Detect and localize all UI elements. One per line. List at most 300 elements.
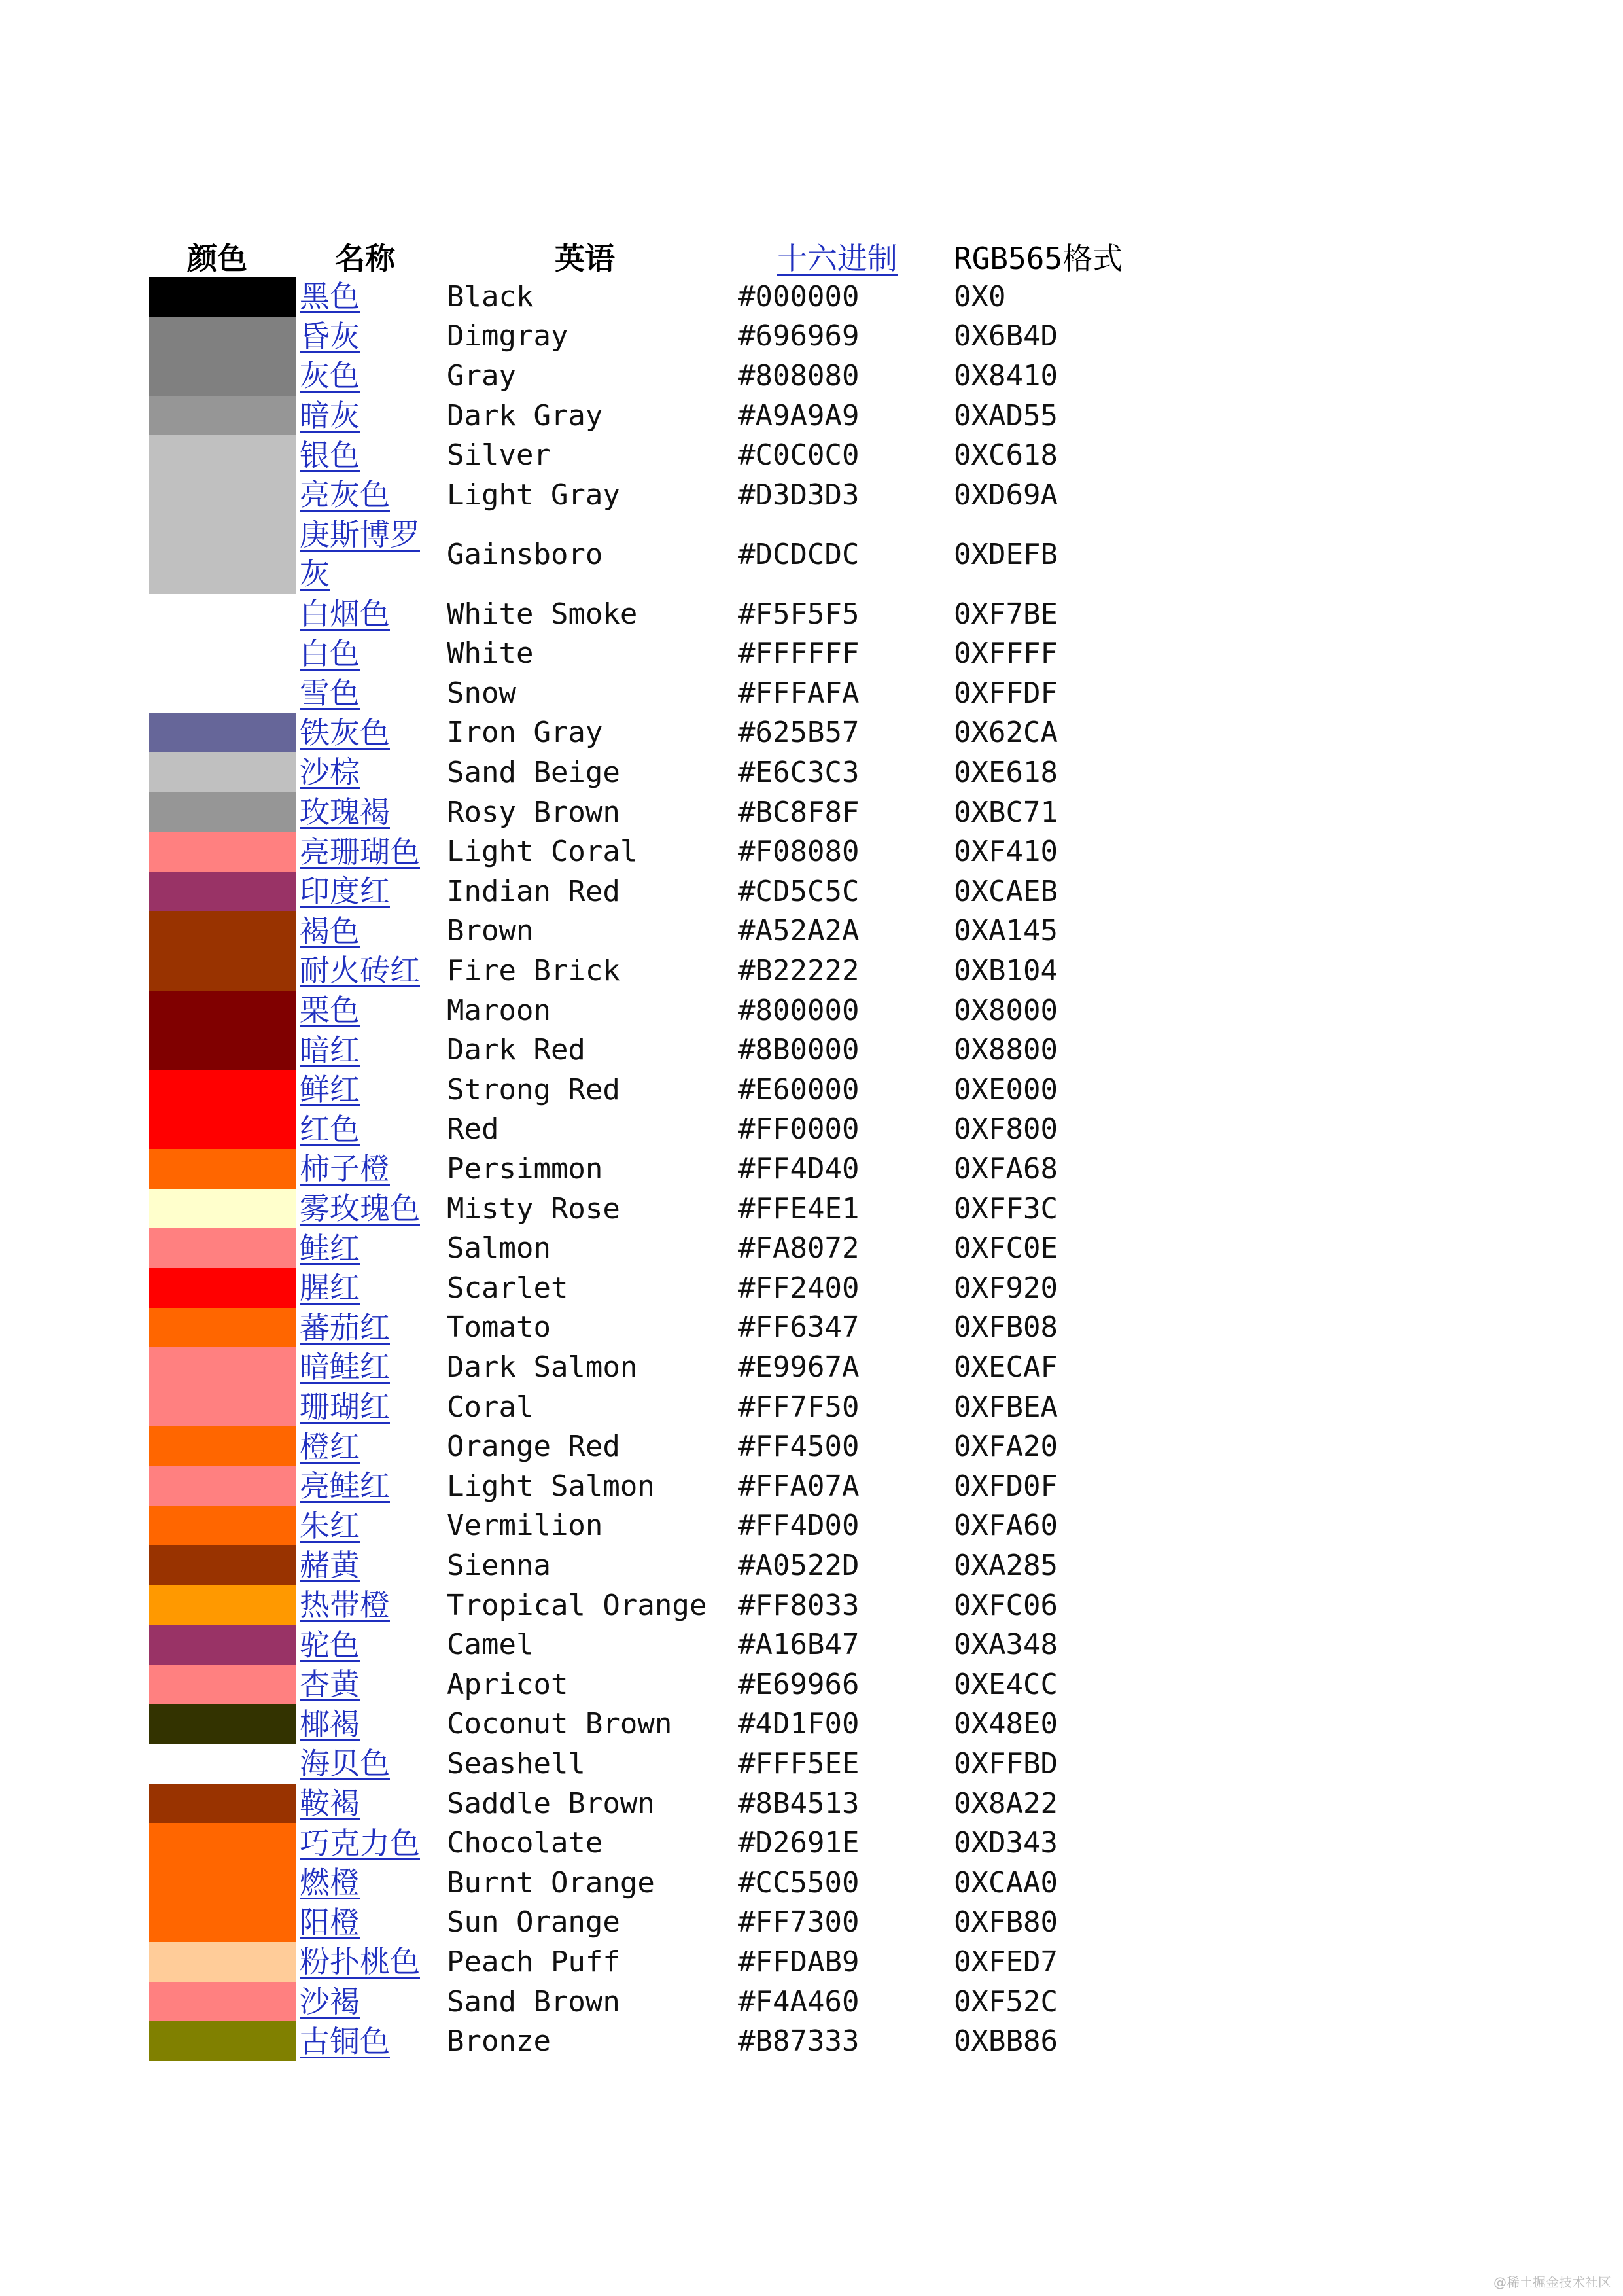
table-row — [0, 1426, 1623, 1466]
hex-code: #4D1F00 — [738, 1707, 860, 1741]
color-name-link[interactable]: 朱红 — [300, 1508, 360, 1544]
color-name-link[interactable]: 沙褐 — [300, 1984, 360, 2020]
english-name-cell — [447, 1347, 637, 1387]
table-row — [0, 1665, 1623, 1704]
color-swatch — [149, 1347, 296, 1387]
english-name-cell — [447, 1982, 620, 2022]
rgb565-code-cell — [954, 1863, 1058, 1903]
hex-code: #D2691E — [738, 1826, 860, 1860]
hex-code: #696969 — [738, 319, 860, 353]
color-name-link[interactable]: 黑色 — [300, 279, 360, 315]
table-row — [0, 1466, 1623, 1506]
table-row — [0, 317, 1623, 357]
hex-code: #FF7F50 — [738, 1390, 860, 1424]
color-name-link[interactable]: 褐色 — [300, 913, 360, 949]
color-name-link-cell[interactable] — [300, 872, 444, 911]
color-name-link-cell[interactable] — [300, 1466, 444, 1506]
color-swatch — [149, 673, 296, 713]
color-name-link-cell[interactable] — [300, 1863, 444, 1903]
hex-code: #8B4513 — [738, 1786, 860, 1820]
rgb565-code-cell — [954, 991, 1058, 1031]
color-name-link[interactable]: 阳橙 — [300, 1904, 360, 1940]
english-name: Light Coral — [447, 835, 638, 869]
english-name-cell — [447, 1823, 602, 1863]
color-name-link-cell[interactable] — [300, 792, 444, 832]
color-swatch — [149, 1387, 296, 1427]
color-swatch — [149, 832, 296, 872]
table-row — [0, 832, 1623, 872]
english-name-cell — [447, 832, 637, 872]
table-row — [0, 1149, 1623, 1189]
english-name-cell — [447, 752, 620, 792]
hex-code-cell — [738, 1387, 859, 1427]
color-name-link[interactable]: 鲜红 — [300, 1072, 360, 1108]
color-name-link-cell[interactable] — [300, 1149, 444, 1189]
color-name-link[interactable]: 海贝色 — [300, 1746, 390, 1782]
table-row — [0, 1942, 1623, 1982]
rgb565-code: 0XE000 — [954, 1072, 1058, 1106]
color-name-link-cell[interactable] — [300, 1585, 444, 1625]
table-row — [0, 951, 1623, 991]
rgb565-code: 0XFF3C — [954, 1192, 1058, 1226]
color-name-link[interactable]: 雪色 — [300, 675, 360, 711]
color-swatch — [149, 1625, 296, 1665]
table-row — [0, 1268, 1623, 1308]
color-swatch — [149, 1942, 296, 1982]
table-row — [0, 1982, 1623, 2022]
color-name-link-cell[interactable] — [300, 1030, 444, 1070]
hex-code: #FFF5EE — [738, 1746, 860, 1780]
color-name-link-cell[interactable] — [300, 1942, 444, 1982]
color-name-link-cell[interactable] — [300, 1704, 444, 1744]
english-name-cell — [447, 1030, 585, 1070]
english-name: Sun Orange — [447, 1905, 620, 1939]
english-name: Light Gray — [447, 478, 620, 512]
color-name-link-cell[interactable] — [300, 1625, 444, 1665]
rgb565-code: 0XF920 — [954, 1271, 1058, 1305]
color-swatch — [149, 1903, 296, 1943]
hex-code-cell — [738, 1744, 859, 1784]
table-row — [0, 1704, 1623, 1744]
hex-code: #A52A2A — [738, 914, 860, 948]
color-name-link[interactable]: 鲑红 — [300, 1230, 360, 1266]
hex-code-cell — [738, 792, 859, 832]
hex-code: #F4A460 — [738, 1985, 860, 2019]
color-swatch — [149, 1506, 296, 1546]
color-name-link[interactable]: 腥红 — [300, 1270, 360, 1306]
color-name-link-cell[interactable] — [300, 1308, 444, 1348]
header-hex-link[interactable]: 十六进制 — [777, 241, 898, 276]
rgb565-code: 0X8A22 — [954, 1786, 1058, 1820]
rgb565-code: 0XBC71 — [954, 795, 1058, 829]
rgb565-code-cell — [954, 1823, 1058, 1863]
table-row — [0, 1823, 1623, 1863]
rgb565-code: 0XFD0F — [954, 1469, 1058, 1503]
hex-code-cell — [738, 1110, 859, 1150]
hex-code-cell — [738, 1268, 859, 1308]
english-name-cell — [447, 1744, 585, 1784]
rgb565-code: 0XBB86 — [954, 2024, 1058, 2058]
english-name-cell — [447, 1585, 707, 1625]
color-name-link[interactable]: 沙棕 — [300, 754, 360, 790]
color-name-link[interactable]: 珊瑚红 — [300, 1389, 390, 1425]
rgb565-code: 0X8000 — [954, 993, 1058, 1027]
rgb565-code: 0XF800 — [954, 1112, 1058, 1146]
table-row — [0, 1506, 1623, 1546]
color-name-link-cell[interactable] — [300, 1784, 444, 1824]
color-name-link-cell[interactable] — [300, 633, 444, 673]
hex-code: #F5F5F5 — [738, 597, 860, 631]
rgb565-code: 0X0 — [954, 279, 1006, 313]
color-name-link[interactable]: 暗灰 — [300, 398, 360, 434]
english-name-cell — [447, 515, 602, 594]
color-name-link-cell[interactable] — [300, 1110, 444, 1150]
color-name-link[interactable]: 赭黄 — [300, 1547, 360, 1583]
hex-code-cell — [738, 1030, 859, 1070]
color-name-link[interactable]: 灰色 — [300, 358, 360, 394]
table-row — [0, 1585, 1623, 1625]
color-name-link[interactable]: 橙红 — [300, 1428, 360, 1464]
english-name-cell — [447, 1070, 620, 1110]
english-name: Black — [447, 279, 534, 313]
hex-code: #FF7300 — [738, 1905, 860, 1939]
table-row — [0, 1030, 1623, 1070]
color-name-link[interactable]: 柿子橙 — [300, 1151, 390, 1187]
color-name-link-cell[interactable] — [300, 2021, 444, 2061]
color-swatch — [149, 1823, 296, 1863]
hex-code-cell — [738, 1823, 859, 1863]
rgb565-code-cell — [954, 1347, 1058, 1387]
table-row — [0, 277, 1623, 317]
color-swatch — [149, 317, 296, 357]
rgb565-code-cell — [954, 673, 1058, 713]
color-swatch — [149, 396, 296, 436]
color-name-link-cell[interactable] — [300, 1545, 444, 1585]
english-name-cell — [447, 1228, 551, 1268]
color-name-link[interactable]: 蕃茄红 — [300, 1309, 390, 1345]
english-name: Tomato — [447, 1311, 551, 1345]
color-name-link[interactable]: 红色 — [300, 1111, 360, 1147]
english-name-cell — [447, 1704, 672, 1744]
table-row — [0, 396, 1623, 436]
color-name-link-cell[interactable] — [300, 1347, 444, 1387]
color-name-link[interactable]: 暗红 — [300, 1032, 360, 1068]
color-swatch — [149, 1784, 296, 1824]
color-name-link[interactable]: 巧克力色 — [300, 1825, 420, 1861]
color-name-link-cell[interactable] — [300, 1823, 444, 1863]
hex-code: #E6C3C3 — [738, 755, 860, 789]
rgb565-code: 0XFFBD — [954, 1746, 1058, 1780]
rgb565-code-cell — [954, 435, 1058, 475]
hex-code: #D3D3D3 — [738, 478, 860, 512]
color-swatch — [149, 1228, 296, 1268]
color-swatch — [149, 951, 296, 991]
rgb565-code-cell — [954, 1625, 1058, 1665]
hex-code: #A9A9A9 — [738, 398, 860, 433]
hex-code: #625B57 — [738, 716, 860, 750]
hex-code-cell — [738, 317, 859, 357]
color-name-link[interactable]: 印度红 — [300, 874, 390, 910]
color-swatch — [149, 1268, 296, 1308]
color-name-link-cell[interactable] — [300, 713, 444, 753]
hex-code-cell — [738, 1863, 859, 1903]
hex-code-cell — [738, 911, 859, 951]
rgb565-code: 0XCAEB — [954, 874, 1058, 908]
color-name-link[interactable]: 亮鲑红 — [300, 1468, 390, 1504]
color-swatch — [149, 1426, 296, 1466]
english-name: Snow — [447, 676, 516, 710]
color-name-link[interactable]: 驼色 — [300, 1627, 360, 1663]
english-name: Camel — [447, 1628, 534, 1662]
english-name: Brown — [447, 914, 534, 948]
color-swatch — [149, 1982, 296, 2022]
color-name-link[interactable]: 庚斯博罗灰 — [300, 517, 420, 592]
hex-code-cell — [738, 752, 859, 792]
rgb565-code-cell — [954, 1982, 1058, 2022]
hex-code-cell — [738, 356, 859, 396]
color-name-link[interactable]: 栗色 — [300, 993, 360, 1029]
hex-code-cell — [738, 396, 859, 436]
table-row — [0, 713, 1623, 753]
color-name-link-cell[interactable] — [300, 951, 444, 991]
header-color: 颜色 — [187, 241, 247, 276]
color-name-link-cell[interactable] — [300, 475, 444, 515]
color-name-link-cell[interactable] — [300, 991, 444, 1031]
color-name-link-cell[interactable] — [300, 1268, 444, 1308]
table-row — [0, 1744, 1623, 1784]
english-name: Dimgray — [447, 319, 568, 353]
hex-code-cell — [738, 1149, 859, 1189]
english-name: White Smoke — [447, 597, 638, 631]
rgb565-code-cell — [954, 1189, 1058, 1229]
rgb565-code-cell — [954, 951, 1058, 991]
hex-code: #FFFFFF — [738, 637, 860, 671]
rgb565-code: 0XFED7 — [954, 1945, 1058, 1979]
english-name: Scarlet — [447, 1271, 568, 1305]
color-swatch — [149, 1466, 296, 1506]
header-english: 英语 — [555, 241, 615, 276]
rgb565-code: 0XA145 — [954, 914, 1058, 948]
hex-code: #FF4D40 — [738, 1152, 860, 1186]
color-name-link-cell[interactable] — [300, 594, 444, 634]
color-swatch — [149, 713, 296, 753]
color-name-link[interactable]: 白烟色 — [300, 596, 390, 632]
color-swatch — [149, 1863, 296, 1903]
color-swatch — [149, 633, 296, 673]
table-row — [0, 475, 1623, 515]
english-name-cell — [447, 1863, 655, 1903]
color-name-link-cell[interactable] — [300, 1070, 444, 1110]
color-name-link-cell[interactable] — [300, 832, 444, 872]
hex-code-cell — [738, 1903, 859, 1943]
english-name: Seashell — [447, 1746, 585, 1780]
rgb565-code-cell — [954, 515, 1058, 594]
rgb565-code: 0XE618 — [954, 755, 1058, 789]
color-name-link-cell[interactable] — [300, 435, 444, 475]
english-name: Light Salmon — [447, 1469, 655, 1503]
rgb565-code: 0XAD55 — [954, 398, 1058, 433]
rgb565-code-cell — [954, 1585, 1058, 1625]
color-name-link[interactable]: 白色 — [300, 635, 360, 671]
color-name-link-cell[interactable] — [300, 1506, 444, 1546]
color-name-link-cell[interactable] — [300, 1228, 444, 1268]
rgb565-code-cell — [954, 277, 1005, 317]
table-row — [0, 1189, 1623, 1229]
color-name-link[interactable]: 雾玫瑰色 — [300, 1191, 420, 1227]
rgb565-code-cell — [954, 475, 1058, 515]
hex-code-cell — [738, 1466, 859, 1506]
color-name-link-cell[interactable] — [300, 911, 444, 951]
english-name-cell — [447, 713, 602, 753]
rgb565-code-cell — [954, 1506, 1058, 1546]
english-name: Orange Red — [447, 1430, 620, 1464]
rgb565-code-cell — [954, 1228, 1058, 1268]
color-name-link-cell[interactable] — [300, 1744, 444, 1784]
color-swatch — [149, 2021, 296, 2061]
color-name-link[interactable]: 燃橙 — [300, 1865, 360, 1901]
english-name-cell — [447, 435, 551, 475]
color-name-link-cell[interactable] — [300, 396, 444, 436]
rgb565-code-cell — [954, 1387, 1058, 1427]
table-row — [0, 1863, 1623, 1903]
rgb565-code: 0X8800 — [954, 1033, 1058, 1067]
color-swatch — [149, 475, 296, 515]
rgb565-code: 0XECAF — [954, 1350, 1058, 1384]
english-name-cell — [447, 1784, 655, 1824]
color-name-link[interactable]: 暗鲑红 — [300, 1349, 390, 1385]
table-row — [0, 673, 1623, 713]
color-swatch — [149, 1704, 296, 1744]
table-row — [0, 1387, 1623, 1427]
color-name-link-cell[interactable] — [300, 1982, 444, 2022]
color-name-link[interactable]: 银色 — [300, 437, 360, 473]
hex-code-cell — [738, 1070, 859, 1110]
english-name-cell — [447, 872, 620, 911]
rgb565-code: 0X48E0 — [954, 1707, 1058, 1741]
hex-code-cell — [738, 1228, 859, 1268]
color-name-link-cell[interactable] — [300, 515, 444, 594]
color-name-link-cell[interactable] — [300, 1189, 444, 1229]
hex-code: #B87333 — [738, 2024, 860, 2058]
color-name-link-cell[interactable] — [300, 1903, 444, 1943]
color-name-link[interactable]: 耐火砖红 — [300, 953, 420, 989]
color-name-link-cell[interactable] — [300, 356, 444, 396]
table-row — [0, 1228, 1623, 1268]
color-name-link-cell[interactable] — [300, 752, 444, 792]
rgb565-code-cell — [954, 1268, 1058, 1308]
rgb565-code: 0XC618 — [954, 438, 1058, 472]
hex-code-cell — [738, 633, 859, 673]
color-name-link-cell[interactable] — [300, 1426, 444, 1466]
color-name-link[interactable]: 热带橙 — [300, 1587, 390, 1623]
color-name-link[interactable]: 椰褐 — [300, 1706, 360, 1742]
english-name: Maroon — [447, 993, 551, 1027]
color-name-link[interactable]: 亮灰色 — [300, 477, 390, 513]
english-name: Bronze — [447, 2024, 551, 2058]
rgb565-code: 0XF410 — [954, 835, 1058, 869]
english-name-cell — [447, 1942, 620, 1982]
rgb565-code-cell — [954, 1030, 1058, 1070]
rgb565-code: 0XFC06 — [954, 1588, 1058, 1622]
hex-code-cell — [738, 951, 859, 991]
color-name-link[interactable]: 亮珊瑚色 — [300, 834, 420, 870]
hex-code: #E60000 — [738, 1072, 860, 1106]
hex-code: #F08080 — [738, 835, 860, 869]
rgb565-code-cell — [954, 1110, 1058, 1150]
table-row — [0, 991, 1623, 1031]
english-name: Apricot — [447, 1667, 568, 1701]
color-swatch — [149, 911, 296, 951]
table-row — [0, 1545, 1623, 1585]
rgb565-code: 0XD343 — [954, 1826, 1058, 1860]
rgb565-code-cell — [954, 832, 1058, 872]
hex-code-cell — [738, 515, 859, 594]
english-name-cell — [447, 1149, 602, 1189]
color-swatch — [149, 1070, 296, 1110]
english-name: Dark Red — [447, 1033, 585, 1067]
english-name-cell — [447, 277, 533, 317]
color-name-link-cell[interactable] — [300, 277, 444, 317]
rgb565-code-cell — [954, 1149, 1058, 1189]
hex-code: #BC8F8F — [738, 795, 860, 829]
english-name: Vermilion — [447, 1509, 603, 1543]
english-name: Iron Gray — [447, 716, 603, 750]
color-name-link-cell[interactable] — [300, 1387, 444, 1427]
rgb565-code-cell — [954, 1466, 1058, 1506]
rgb565-code-cell — [954, 1744, 1058, 1784]
color-swatch — [149, 1030, 296, 1070]
color-swatch — [149, 594, 296, 634]
hex-code: #E69966 — [738, 1667, 860, 1701]
color-swatch — [149, 1665, 296, 1704]
english-name: Silver — [447, 438, 551, 472]
color-name-link[interactable]: 古铜色 — [300, 2023, 390, 2059]
english-name-cell — [447, 1110, 498, 1150]
english-name: Salmon — [447, 1231, 551, 1265]
hex-code-cell — [738, 1189, 859, 1229]
rgb565-code: 0XA348 — [954, 1628, 1058, 1662]
hex-code-cell — [738, 1982, 859, 2022]
english-name: Sand Beige — [447, 755, 620, 789]
color-name-link[interactable]: 玫瑰褐 — [300, 794, 390, 830]
hex-code-cell — [738, 594, 859, 634]
color-swatch — [149, 752, 296, 792]
table-row — [0, 792, 1623, 832]
color-name-link[interactable]: 铁灰色 — [300, 715, 390, 751]
color-swatch — [149, 356, 296, 396]
table-row — [0, 594, 1623, 634]
hex-code-cell — [738, 1545, 859, 1585]
hex-code-cell — [738, 673, 859, 713]
english-name-cell — [447, 1625, 533, 1665]
color-name-link-cell[interactable] — [300, 1665, 444, 1704]
rgb565-code: 0XFB80 — [954, 1905, 1058, 1939]
header-name: 名称 — [335, 241, 395, 276]
color-name-link[interactable]: 杏黄 — [300, 1667, 360, 1703]
english-name-cell — [447, 1268, 568, 1308]
english-name-cell — [447, 1308, 551, 1348]
color-name-link[interactable]: 粉扑桃色 — [300, 1944, 420, 1980]
color-swatch — [149, 792, 296, 832]
table-row — [0, 633, 1623, 673]
color-name-link-cell[interactable] — [300, 673, 444, 713]
hex-code-cell — [738, 991, 859, 1031]
color-name-link[interactable]: 昏灰 — [300, 318, 360, 354]
color-name-link-cell[interactable] — [300, 317, 444, 357]
rgb565-code-cell — [954, 1784, 1058, 1824]
color-name-link[interactable]: 鞍褐 — [300, 1786, 360, 1822]
hex-code: #808080 — [738, 359, 860, 393]
